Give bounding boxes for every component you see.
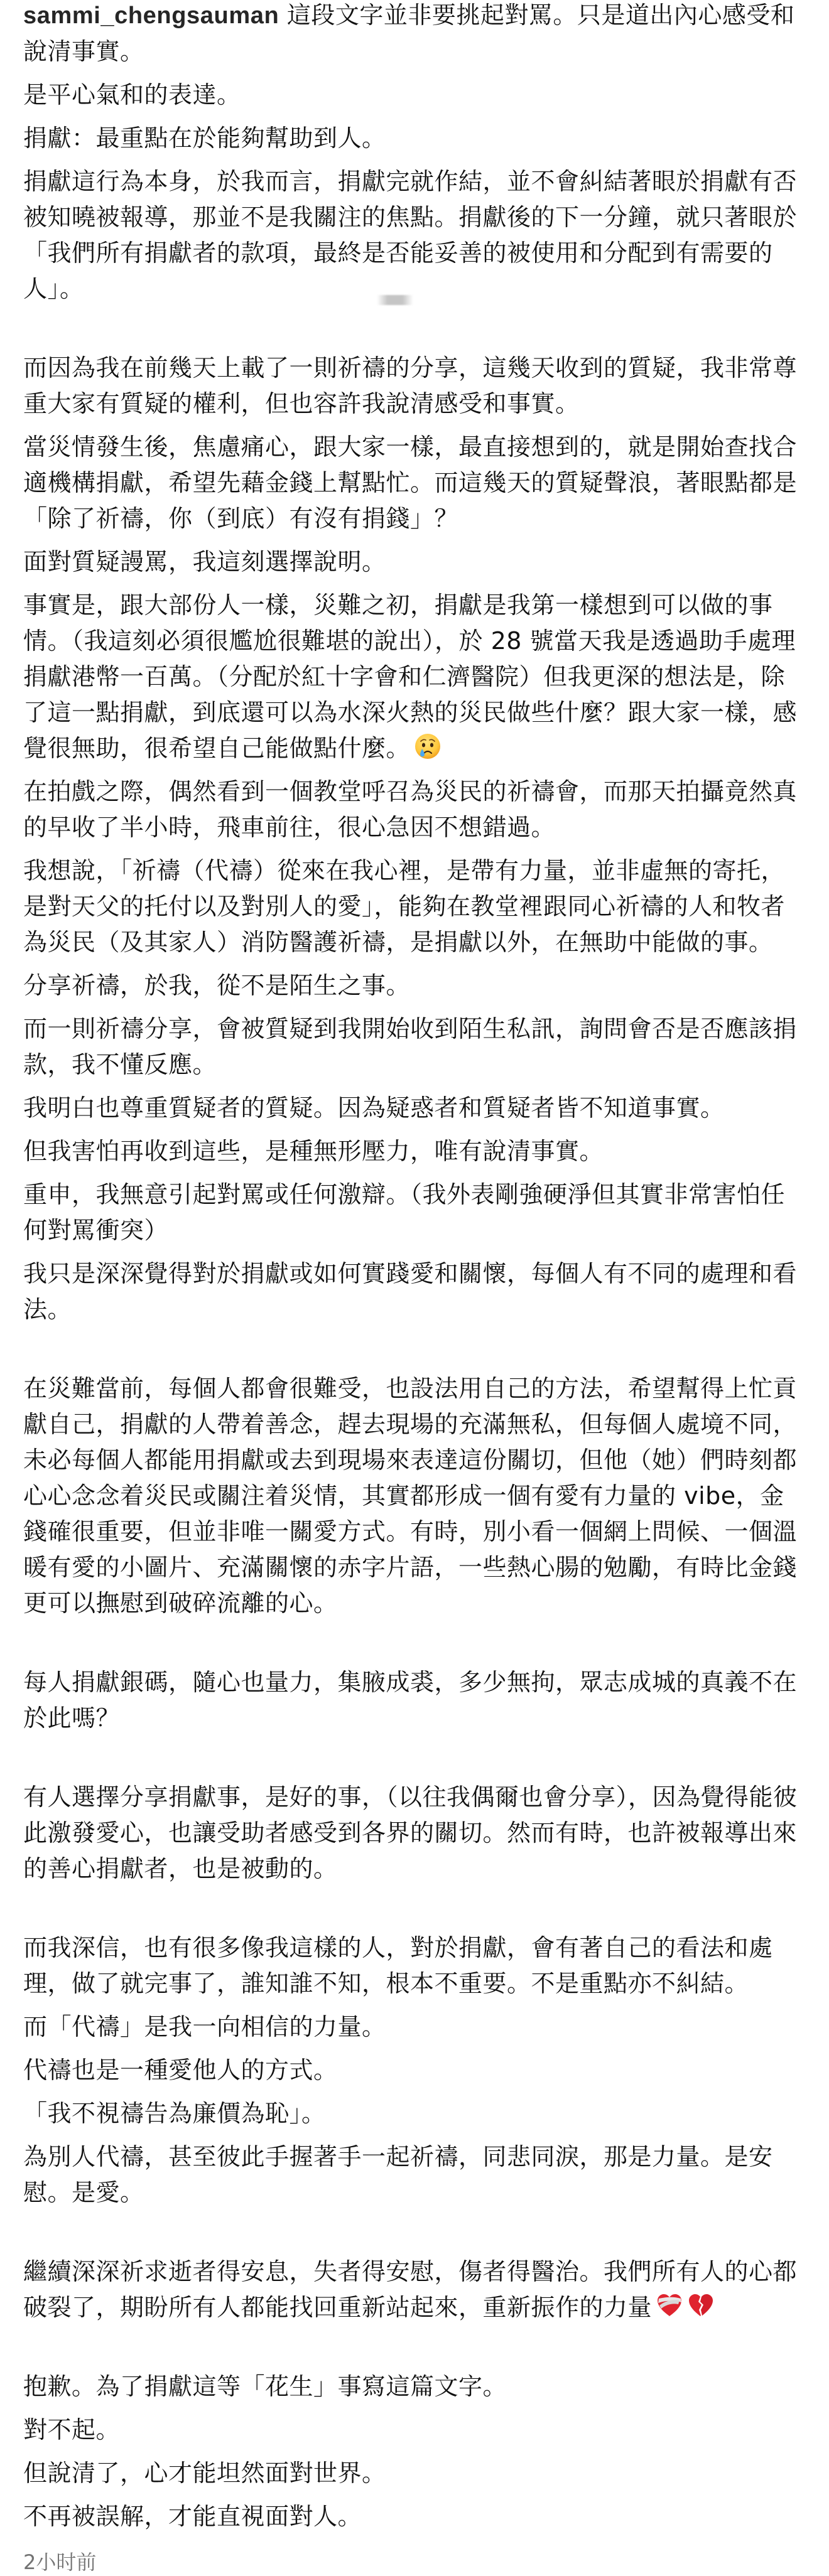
caption-paragraph-text: 事實是，跟大部份人一樣，災難之初，捐獻是我第一樣想到可以做的事情。（我這刻必須很尷尬很難堪的說出），於 28 號當天我是透過助手處理捐獻港幣一百萬。（分配於紅十字會和仁濟醫院）但我更深的想法是，除了這一點捐獻，到底還可以為水深火熱的災民做些什麼？跟大家一樣，感覺很無助，很希望自己能做點什麼。 (23, 591, 798, 762)
caption-paragraph-text: 繼續深深祈求逝者得安息，失者得安慰，傷者得醫治。我們所有人的心都破裂了，期盼所有人都能找回重新站起來，重新振作的力量 (23, 2258, 798, 2321)
caption-paragraph: 重申，我無意引起對罵或任何激辯。（我外表剛強硬淨但其實非常害怕任何對罵衝突） (23, 1181, 786, 1244)
caption-paragraph: 在災難當前，每個人都會很難受，也設法用自己的方法，希望幫得上忙貢獻自己，捐獻的人帶着善念，趕去現場的充滿無私，但每個人處境不同，未必每個人都能用捐獻或去到現場來表達這份關切，但他（她）們時刻都心心念念着災民或關注着災情，其實都形成一個有愛有力量的 vibe，金錢確很重要，但並非唯一關愛方式。有時，別小看一個網上問候、一個溫暖有愛的小圖片、充滿關懷的赤字片語，一些熱心腸的勉勵，有時比金錢更可以撫慰到破碎流離的心。 (23, 1375, 798, 1617)
username-link[interactable]: sammi_chengsauman (23, 3, 279, 29)
blank-line (23, 1744, 808, 1779)
caption-text (23, 0, 808, 2535)
caption-paragraph: 我明白也尊重質疑者的質疑。因為疑惑者和質疑者皆不知道事實。 (23, 1094, 725, 1122)
caption-paragraph (23, 2254, 808, 2326)
caption-paragraph: 而我深信，也有很多像我這樣的人，對於捐獻，會有著自己的看法和處理，做了就完事了，誰知誰不知，根本不重要。不是重點亦不糾結。 (23, 1934, 773, 1997)
caption-paragraph: 捐獻這行為本身，於我而言，捐獻完就作結，並不會糾結著眼於捐獻有否被知曉被報導，那並不是我關注的焦點。捐獻後的下一分鐘，就只著眼於「我們所有捐獻者的款項，最終是否能妥善的被使用和分配到有需要的人」。 (23, 168, 798, 303)
blank-line (23, 1894, 808, 1930)
post-timestamp: 2小时前 (23, 2550, 97, 2574)
caption-paragraph: 「我不視禱告為廉價為恥」。 (23, 2100, 326, 2127)
blank-line (23, 2333, 808, 2369)
caption-paragraph: 對不起。 (23, 2416, 121, 2444)
caption-paragraph: 是平心氣和的表達。 (23, 81, 241, 109)
mending-heart-emoji-icon (656, 2292, 683, 2319)
crying-face-emoji-icon (414, 733, 442, 760)
blank-line (23, 314, 808, 350)
caption-paragraph: 分享祈禱，於我，從不是陌生之事。 (23, 972, 411, 999)
caption-paragraph: 在拍戲之際，偶然看到一個教堂呼召為災民的祈禱會，而那天拍攝竟然真的早收了半小時，飛車前往，很心急因不想錯過。 (23, 778, 798, 841)
blank-line (23, 2218, 808, 2254)
caption-paragraph: 而因為我在前幾天上載了一則祈禱的分享，這幾天收到的質疑，我非常尊重大家有質疑的權利，但也容許我說清感受和事實。 (23, 354, 798, 417)
post-caption-container (23, 0, 808, 2576)
blank-line (23, 1629, 808, 1665)
caption-paragraph: 我想說，「祈禱（代禱）從來在我心裡，是帶有力量，並非虛無的寄托，是對天父的托付以及對別人的愛」，能夠在教堂裡跟同心祈禱的人和牧者為災民（及其家人）消防醫護祈禱，是捐獻以外，在無助中能做的事。 (23, 857, 786, 956)
caption-paragraph: 但說清了，心才能坦然面對世界。 (23, 2459, 386, 2487)
caption-paragraph: 我只是深深覺得對於捐獻或如何實踐愛和關懷，每個人有不同的處理和看法。 (23, 1260, 798, 1323)
caption-paragraph: 面對質疑謾罵，我這刻選擇說明。 (23, 548, 386, 576)
caption-paragraph-text: 這段文字並非要挑起對罵。只是道出內心感受和說清事實。 (23, 1, 795, 65)
broken-heart-emoji-icon (687, 2292, 715, 2319)
caption-paragraph (23, 588, 808, 766)
blank-line (23, 1335, 808, 1371)
caption-paragraph: 當災情發生後，焦慮痛心，跟大家一樣，最直接想到的，就是開始查找合適機構捐獻，希望先藉金錢上幫點忙。而這幾天的質疑聲浪，著眼點都是「除了祈禱，你（到底）有沒有捐錢」？ (23, 433, 798, 532)
caption-paragraph: 為別人代禱，甚至彼此手握著手一起祈禱，同悲同淚，那是力量。是安慰。是愛。 (23, 2143, 773, 2206)
caption-paragraph: 不再被誤解，才能直視面對人。 (23, 2503, 362, 2530)
caption-paragraph: 抱歉。為了捐獻這等「花生」事寫這篇文字。 (23, 2373, 507, 2400)
caption-paragraph: 捐獻：最重點在於能夠幫助到人。 (23, 124, 386, 152)
caption-paragraph: 代禱也是一種愛他人的方式。 (23, 2056, 338, 2084)
caption-paragraph: 但我害怕再收到這些，是種無形壓力，唯有說清事實。 (23, 1137, 604, 1165)
caption-paragraph: 而一則祈禱分享，會被質疑到我開始收到陌生私訊，詢問會否是否應該捐款，我不懂反應。 (23, 1015, 798, 1078)
caption-paragraph: 有人選擇分享捐獻事，是好的事，（以往我偶爾也會分享），因為覺得能彼此激發愛心，也讓受助者感受到各界的關切。然而有時，也許被報導出來的善心捐獻者，也是被動的。 (23, 1783, 798, 1882)
caption-paragraph (23, 0, 808, 70)
caption-paragraph: 每人捐獻銀碼，隨心也量力，集腋成裘，多少無拘，眾志成城的真義不在於此嗎？ (23, 1668, 798, 1732)
caption-paragraph: 而「代禱」是我一向相信的力量。 (23, 2013, 386, 2041)
